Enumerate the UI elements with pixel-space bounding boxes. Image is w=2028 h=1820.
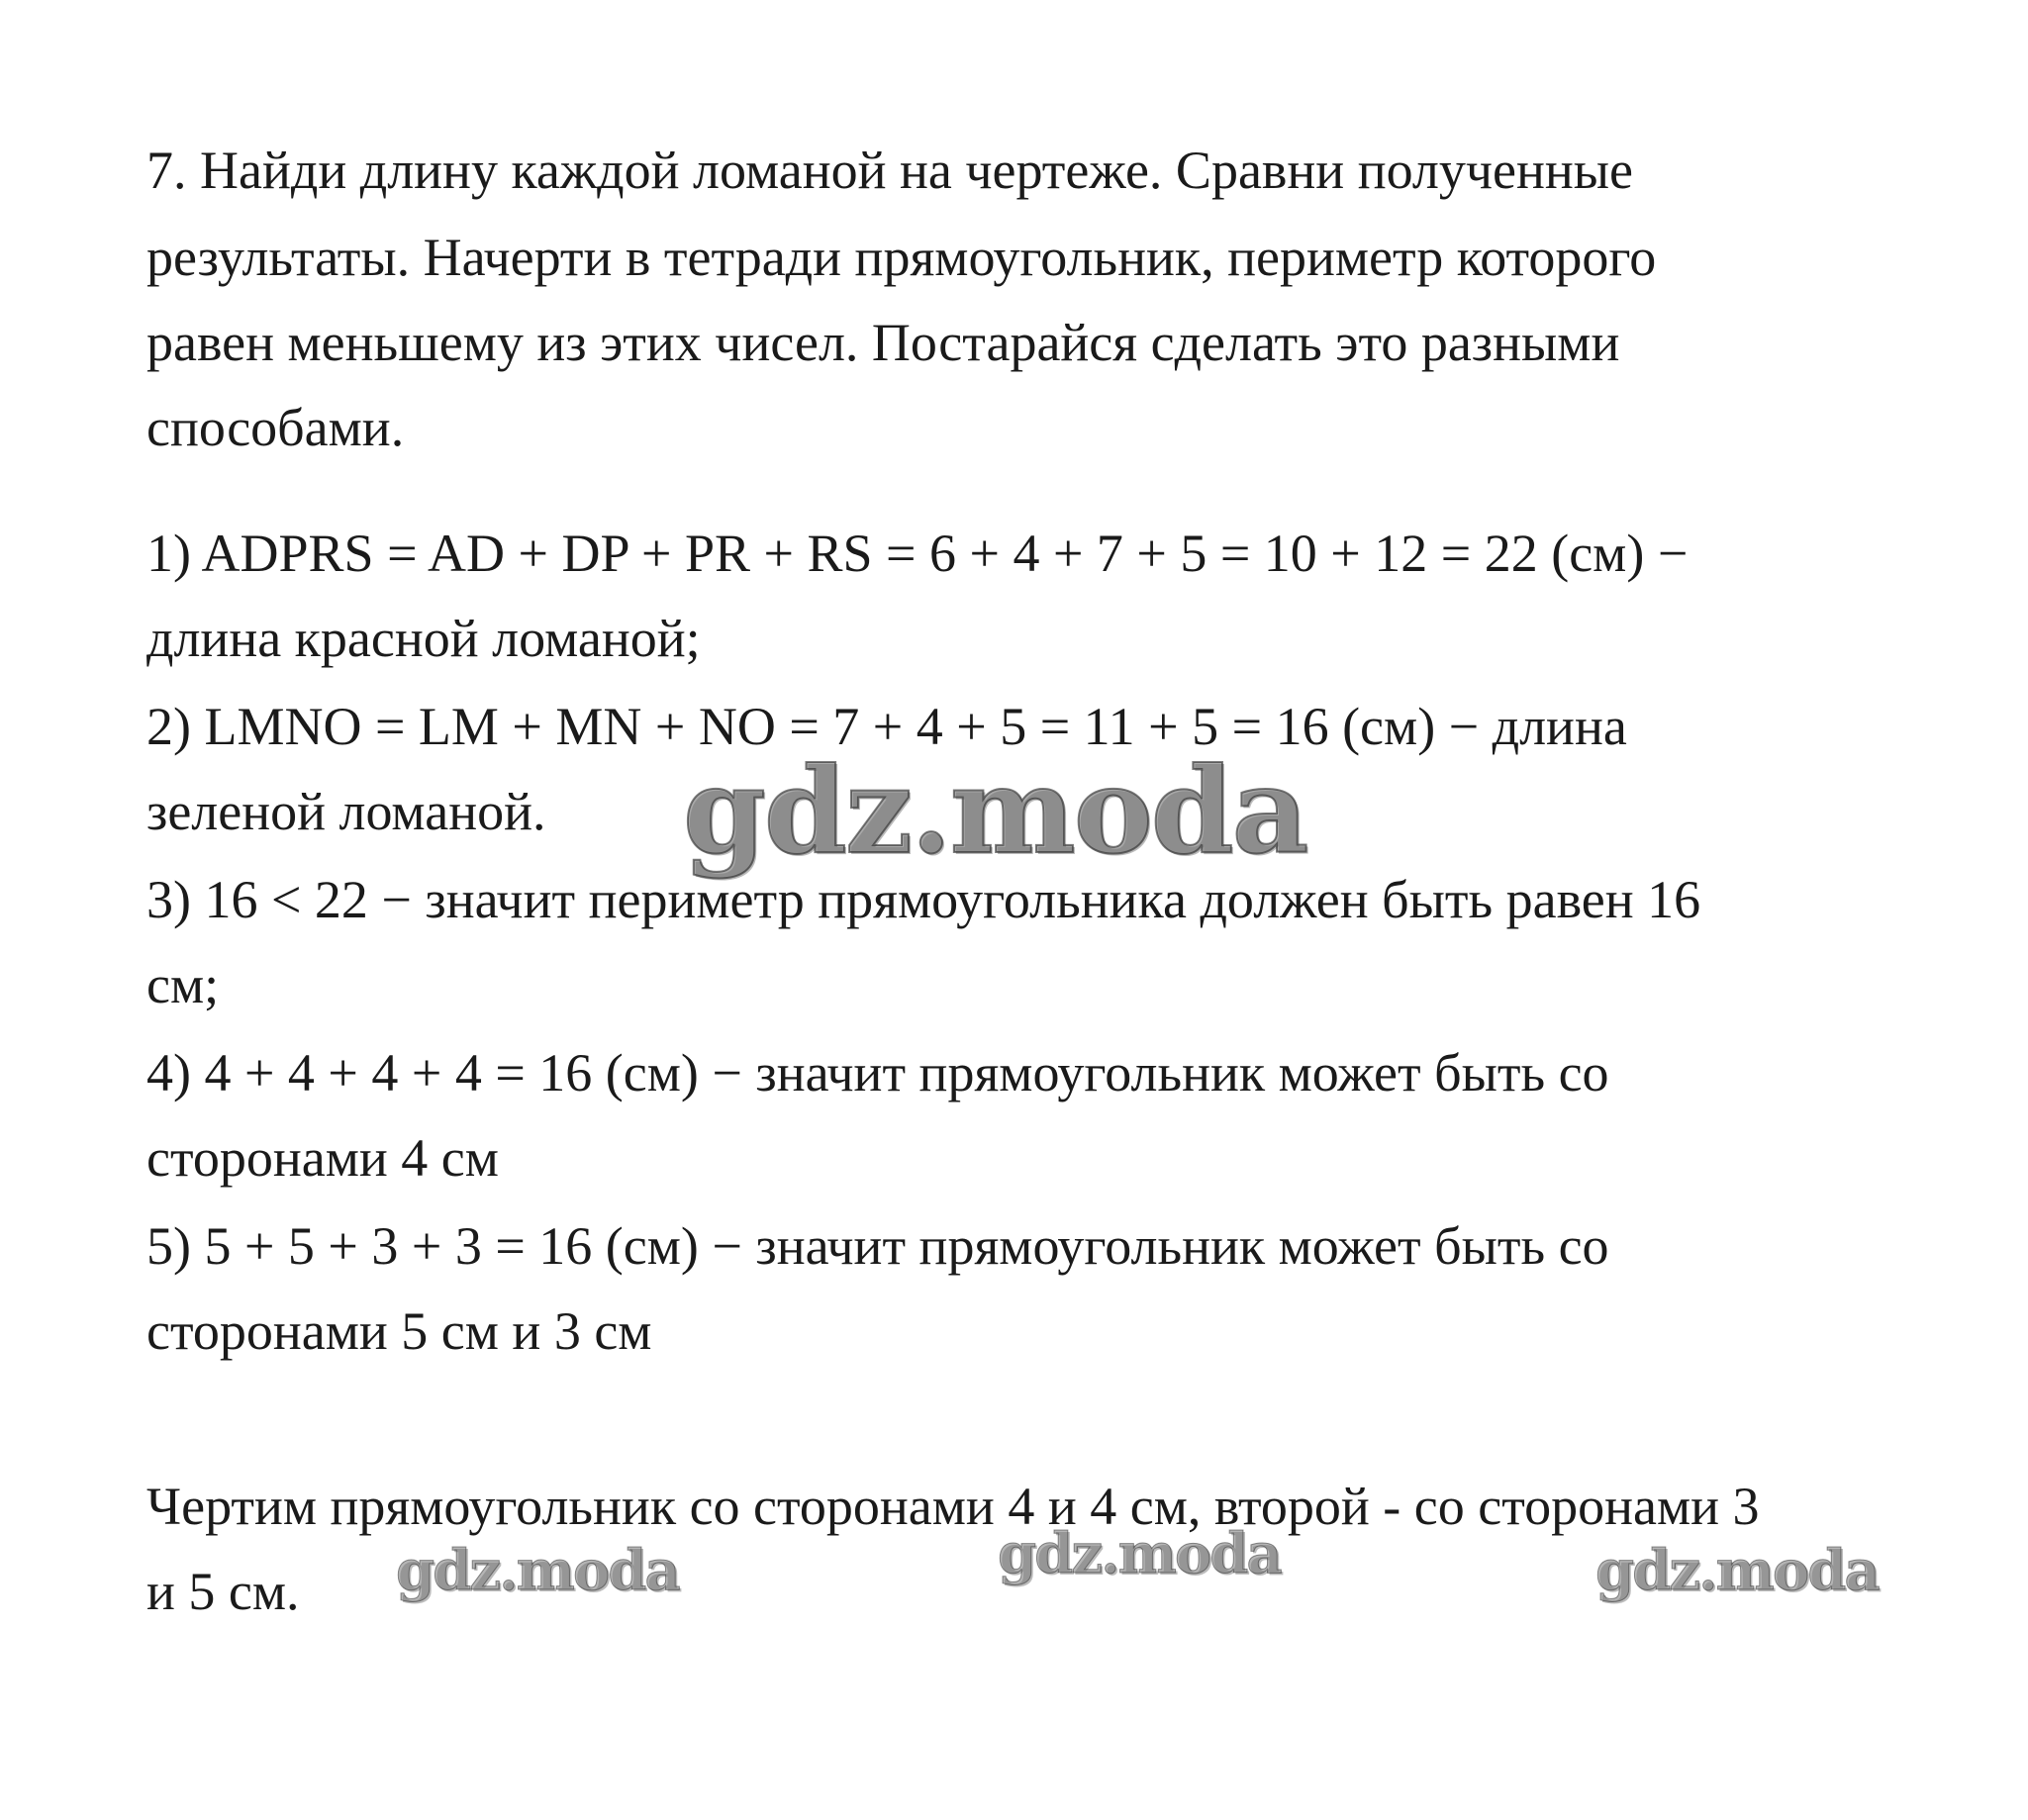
solution-line-7: 4) 4 + 4 + 4 + 4 = 16 (см) − значит прямоугольник может быть со (146, 1043, 1609, 1102)
solution-line-6: см; (146, 955, 220, 1014)
conclusion-line-1: Чертим прямоугольник со сторонами 4 и 4 см, второй - со сторонами 3 (146, 1477, 1760, 1536)
watermark-bottom-right: gdz.moda (1595, 1538, 1879, 1603)
solution-line-1: 1) ADPRS = AD + DP + PR + RS = 6 + 4 + 7 + 5 = 10 + 12 = 22 (см) − (146, 524, 1689, 583)
solution-line-8: сторонами 4 см (146, 1128, 499, 1188)
task-line-3: равен меньшему из этих чисел. Постарайся сделать это разными (146, 313, 1620, 372)
solution-line-2: длина красной ломаной; (146, 609, 701, 668)
solution-line-9: 5) 5 + 5 + 3 + 3 = 16 (см) − значит прямоугольник может быть со (146, 1216, 1609, 1276)
solution-line-10: сторонами 5 см и 3 см (146, 1301, 652, 1361)
watermark-bottom-center: gdz.moda (998, 1521, 1281, 1586)
watermark-main: gdz.moda (683, 741, 1307, 881)
task-line-4: способами. (146, 398, 405, 457)
solution-line-5: 3) 16 < 22 − значит периметр прямоугольника должен быть равен 16 (146, 870, 1701, 929)
conclusion-line-2: и 5 см. (146, 1562, 300, 1621)
watermark-bottom-left: gdz.moda (396, 1538, 679, 1603)
task-line-1: 7. Найди длину каждой ломаной на чертеже. Сравни полученные (146, 141, 1634, 200)
solution-line-4: зеленой ломаной. (146, 782, 546, 841)
solution-line-3: 2) LMNO = LM + MN + NO = 7 + 4 + 5 = 11 + 5 = 16 (см) − длина (146, 697, 1627, 756)
task-line-2: результаты. Начерти в тетради прямоугольник, периметр которого (146, 228, 1657, 287)
